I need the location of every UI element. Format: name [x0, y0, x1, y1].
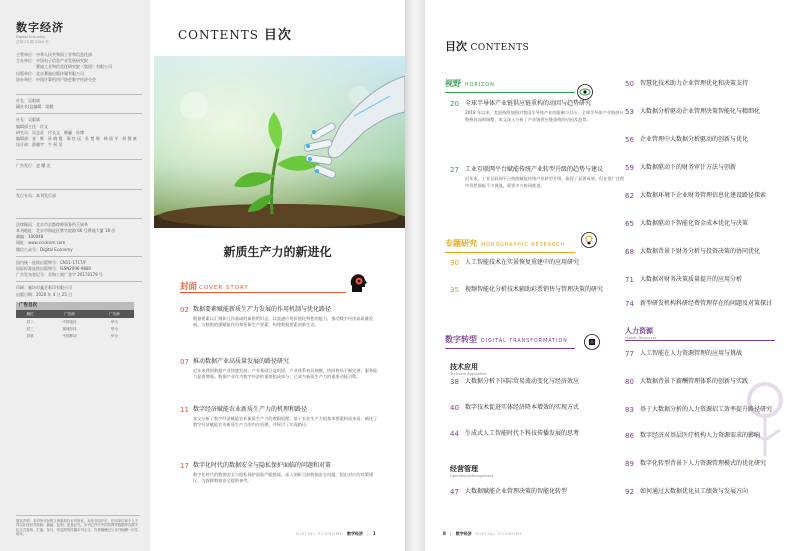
masthead-credit-line: 国内统一连续出版物号：CN11-1717/F	[16, 259, 87, 265]
section-transform-rule	[445, 348, 575, 349]
ad-table-header: 版位	[16, 310, 44, 318]
toc-entry[interactable]	[625, 300, 800, 308]
section-horizon-rule	[445, 92, 575, 93]
ad-table-cell: 华为	[110, 326, 118, 331]
feature-title: 新质生产力的新进化	[223, 245, 332, 259]
toc-entry[interactable]	[625, 164, 800, 172]
entry-page-number: 74	[625, 300, 634, 308]
ad-table-header: 广告商	[44, 310, 94, 318]
entry-page-number: 65	[625, 220, 634, 228]
entry-page-number: 50	[625, 80, 634, 88]
toc-entry[interactable]	[625, 350, 800, 358]
entry-title[interactable]: 数字经济对基层医疗机构人力资源需求的影响	[640, 432, 761, 439]
entry-page-number: 30	[450, 259, 459, 267]
toc-entry[interactable]	[625, 276, 800, 284]
masthead-credit-line: 协办单位：中国计算机用户协会数字经济分会	[16, 76, 96, 82]
section-hr-cn: 人力资源	[625, 327, 653, 335]
toc-entry[interactable]	[625, 136, 800, 144]
entry-page-number: 20	[450, 100, 459, 108]
masthead-credit-line: 社长：吴毅斌	[16, 117, 40, 123]
toc-entry[interactable]	[625, 248, 800, 256]
entry-title[interactable]: 大数据背景下薪酬管理体系的创新与实践	[640, 378, 749, 385]
entry-title[interactable]: 视频智能化分析技术辅助彩票销售与管理决策的研究	[465, 286, 604, 293]
item-title[interactable]: 数字经济赋能农业新质生产力的机理和路径	[193, 406, 308, 413]
entry-title[interactable]: 新型研发机构科研经费管理存在的问题及对策探讨	[640, 300, 773, 307]
ops-en: Operation&Management	[450, 474, 494, 478]
toc-entry[interactable]	[625, 80, 800, 88]
item-page-number: 11	[180, 406, 189, 414]
item-abstract: 数据要素以汇聚和互作基础的新供给形态、以流通应用价值化特性的能力，推动数字经济高质量发展。与数据的强赋能作用和更新生产要素，构建数据要素创新生态。	[193, 316, 374, 328]
entry-title[interactable]: 大数据对财务决策质量提升的应用分析	[640, 276, 743, 283]
item-title[interactable]: 数据要素赋能新质生产力发展的作用机制与优化路径	[193, 306, 332, 313]
toc-entry[interactable]	[450, 166, 625, 189]
entry-page-number: 27	[450, 166, 459, 174]
left-footer: DIGITAL ECONOMY 数字经济 | 1	[296, 531, 376, 536]
subsection-tech-app	[450, 362, 487, 376]
contents-cn: 目次	[263, 28, 292, 43]
contents-en: CONTENTS	[178, 28, 260, 42]
entry-title[interactable]: 工业互联网平台赋能传统产业转型升级的趋势与建议	[465, 166, 604, 173]
cover-story-item[interactable]	[180, 358, 380, 381]
cover-story-en: COVER STORY	[199, 285, 249, 291]
toc-entry[interactable]	[625, 220, 800, 228]
masthead-credit-line: 网址：www.ccidcom.com	[16, 240, 66, 246]
head-gear-icon	[348, 272, 370, 294]
entry-page-number: 38	[450, 378, 459, 386]
entry-title[interactable]: 企业管理中大数据分析驱动的创新与优化	[640, 136, 749, 143]
chip-icon	[584, 334, 600, 350]
entry-title[interactable]: 人工智能在人力资源管理的应用与挑战	[640, 350, 743, 357]
entry-title[interactable]: 人工智能技术在实景恢复重建中的应用研究	[465, 259, 580, 266]
spine-gutter	[405, 0, 425, 551]
section-hr-en: Human Resources	[625, 336, 657, 340]
entry-title[interactable]: 大数据分析下国际贸易流动变化与经济效应	[465, 378, 580, 385]
masthead-sidebar	[0, 0, 150, 551]
ops-cn: 经营管理	[450, 465, 478, 473]
masthead-credit-line: 广告发布登记号：京海工商广登字 20170179 号	[16, 272, 103, 278]
masthead-credit-line: 广告发行：凌 曙 光	[16, 163, 51, 169]
masthead-credit-line: 微信公众号：Digital Economy	[16, 246, 73, 252]
item-page-number: 17	[180, 462, 189, 470]
entry-page-number: 86	[625, 432, 634, 440]
entry-title[interactable]: 数字技术促进实体经济降本增效的实现方式	[465, 404, 580, 411]
section-transform-cn: 数字转型	[445, 335, 477, 344]
cover-story-heading	[180, 280, 249, 292]
cover-story-item[interactable]	[180, 462, 380, 485]
ad-table-row	[16, 333, 134, 340]
cover-story-item[interactable]	[180, 306, 380, 329]
masthead-credit-line: 编辑部主任：许文	[16, 123, 48, 129]
magazine-en-title: Digital Economy	[16, 35, 46, 39]
masthead-credit-line: 法律顾问：北京市京都律师事务所王妍华	[16, 221, 88, 227]
section-hr-rule	[625, 340, 775, 341]
entry-title[interactable]: 大数据驱动下智能化资金成本优化与决策	[640, 220, 749, 227]
section-horizon-en: HORIZON	[465, 83, 495, 88]
tech-app-en: Technical Application	[450, 372, 487, 376]
toc-entry[interactable]	[450, 404, 625, 412]
entry-title[interactable]: 生成式人工智能时代下科技传播发展的思考	[465, 430, 580, 437]
entry-page-number: 89	[625, 460, 634, 468]
item-page-number: 07	[180, 358, 189, 366]
entry-title[interactable]: 智慧化技术助力企业管理优化和决策支持	[640, 80, 749, 87]
section-horizon	[445, 78, 620, 93]
right-contents-en: CONTENTS	[470, 43, 530, 53]
ad-table-cell: 华为	[110, 319, 118, 324]
masthead-credit-line: 研究员：吴志苏 付长文 韩瀛 孙博	[16, 129, 84, 135]
section-monograph-cn: 专题研究	[445, 239, 477, 248]
toc-entry[interactable]	[450, 259, 625, 267]
toc-entry[interactable]	[450, 488, 625, 496]
item-page-number: 02	[180, 306, 189, 314]
item-title[interactable]: 推动数据产业高质量发展的路径研究	[193, 358, 290, 365]
entry-title[interactable]: 基于大数据分析的人力资源招工效率提升路径研究	[640, 406, 773, 413]
masthead-credit-line: 赛迪工业和信息化研究院（集团）有限公司	[16, 64, 112, 70]
entry-title[interactable]: 大数据背景下财务分析与投资决策的协同优化	[640, 248, 761, 255]
entry-page-number: 92	[625, 488, 634, 496]
masthead-credit-line: 出版日期：2020 年 4 月 25 日	[16, 291, 73, 297]
toc-entry[interactable]	[625, 192, 800, 200]
entry-page-number: 47	[450, 488, 459, 496]
entry-page-number: 35	[450, 286, 459, 294]
entry-page-number: 44	[450, 430, 459, 438]
item-abstract: 数字化时代的数据安全与隐私保护面临严峻挑战，深入剖析当前数据安全问题，提出对应的对策建议，为保障数据安全提供参考。	[193, 472, 374, 484]
footer-magazine-label: 数字经济	[347, 531, 363, 536]
cover-story-item[interactable]	[180, 406, 380, 429]
masthead-credit-line: 印刷：廊坊市鑫艺彩印有限公司	[16, 285, 72, 291]
entry-page-number: 68	[625, 248, 634, 256]
entry-title[interactable]: 数字化转型背景下人力资源管理模式的优化研究	[640, 460, 767, 467]
entry-page-number: 77	[625, 350, 634, 358]
entry-page-number: 59	[625, 164, 634, 172]
masthead-credit-line: 国际标准连续出版物号：ISSN2096-9880	[16, 266, 92, 272]
toc-entry[interactable]	[450, 378, 625, 386]
ad-table-cell: 赛迪经纬	[62, 326, 77, 331]
ad-table-cell: 中国移动	[62, 334, 77, 339]
masthead-credit-line: 编辑部：金 辉 孙 晓 霞 郑 红 远 杜 楚 瑞 韩 瑶 平 胡 敬 康	[16, 136, 137, 142]
masthead-credit-line: 本刊地址：北京市海淀区紫竹院路 66 号赛迪大厦 18 层	[16, 228, 116, 234]
ad-table-cell: 华为	[110, 334, 118, 339]
toc-entry[interactable]	[450, 100, 625, 123]
cover-story-cn: 封面	[180, 282, 198, 292]
entry-title[interactable]: 全球半导体产业链供应链重构的动因与趋势研究	[465, 100, 592, 107]
subsection-ops	[450, 464, 493, 478]
robot-hand-plant-image	[154, 56, 405, 228]
right-page-number: 8	[443, 531, 446, 536]
entry-title[interactable]: 大数据分析驱动企业管理决策智能化与精细化	[640, 108, 761, 115]
masthead-credit-line: 主管单位：中华人民共和国工业和信息化部	[16, 52, 92, 57]
section-transform-en: DIGITAL TRANSFORMATION	[481, 339, 568, 344]
copyright-notice: 版权声明：本刊所刊登的文章版权归本刊所有，未经书面许可，任何单位和个人不得以任何形式转载、摘编、复制，违者必究。本刊已许可中国知网等数据库以数字化方式复制、汇编、发行、信息网络传播本刊全文，作者稿酬已与本刊稿酬一次性给付。	[16, 515, 140, 537]
ad-table-cell: 封底	[26, 334, 34, 339]
section-monograph-rule	[445, 252, 575, 253]
right-contents-cn: 目次	[445, 40, 467, 53]
masthead-credit-line: 邮编：100048	[16, 234, 44, 240]
right-footer: 8 | 数字经济 DIGITAL ECONOMY	[443, 531, 523, 536]
entry-title[interactable]: 大数据环境下企业财务管理信息化建设路径探索	[640, 192, 767, 199]
ad-table-header: 广告商	[95, 310, 134, 318]
right-footer-label: 数字经济	[455, 531, 472, 536]
entry-page-number: 56	[625, 136, 634, 144]
toc-entry[interactable]	[450, 286, 625, 294]
entry-title[interactable]: 大数据赋能企业管理决策的智能化转型	[465, 488, 568, 495]
item-abstract: 近年来我国数据产业快速发展，产业基础日益巩固，产业体系初具规模，协同格局不断完善，服务能力显著增强。数据产业作为数字经济的重要组成部分，已成为新质生产力的重要动能引擎。	[193, 368, 378, 380]
ad-table-cell: 中国电信	[62, 319, 77, 324]
eye-icon	[577, 84, 593, 100]
cover-story-rule	[180, 292, 346, 293]
section-hr	[625, 326, 657, 340]
toc-entry[interactable]	[625, 488, 800, 496]
ad-table-row	[16, 325, 134, 332]
masthead-credit-line: 设计部：薛晓宇 牛 柯 菲	[16, 142, 63, 148]
entry-page-number: 71	[625, 276, 634, 284]
magazine-title: 数字经济	[16, 21, 64, 34]
issue-number: 总第 25 期 2020 年	[16, 39, 49, 44]
item-title[interactable]: 数字化时代的数据安全与隐私保护面临的问题和对策	[193, 462, 332, 469]
toc-entry[interactable]	[450, 430, 625, 438]
masthead-credit-line: 副社长/总编辑：梁健	[16, 104, 54, 110]
tech-app-cn: 技术应用	[450, 363, 478, 371]
ad-table-row	[16, 318, 134, 325]
contents-heading	[178, 24, 292, 43]
entry-page-number: 83	[625, 406, 634, 414]
entry-page-number: 80	[625, 378, 634, 386]
ad-table-cell: 封三	[26, 326, 34, 331]
masthead-credit-line: 主办单位：中国电子信息产业发展研究院	[16, 58, 88, 64]
right-contents-heading	[445, 38, 529, 54]
left-contents	[150, 0, 405, 551]
masthead-credit-line: 社长：吴毅斌	[16, 98, 40, 104]
entry-title[interactable]: 大数据驱动下的财务审计方法与创新	[640, 164, 737, 171]
entry-page-number: 40	[450, 404, 459, 412]
masthead-credit-line: 发行专员：本刊发行部	[16, 192, 56, 198]
section-monograph-en: MONOGRAPHIC RESEARCH	[481, 243, 565, 248]
ad-table-cell: 封二	[26, 319, 34, 324]
left-page-number: 1	[372, 531, 376, 536]
ad-index-title: 广告目次	[16, 302, 134, 310]
item-abstract: 本文分析了数字经济赋能农业新质生产力的逻辑机理，基于农业生产力的基本要素构成来看，阐述了数字经济赋能农业新质生产力的内在机理，并探讨了实现路径。	[193, 416, 378, 428]
section-horizon-cn: 视野	[445, 79, 461, 88]
bulb-icon	[581, 232, 597, 248]
entry-abstract: 近年来，工业互联网平台持续赋能传统产业转型升级，取得了显著成效。但在推广过程中仍然面临不少挑战，需要多方协同推进。	[465, 176, 625, 188]
entry-title[interactable]: 如何通过大数据优化员工绩效与发展方向	[640, 488, 749, 495]
toc-entry[interactable]	[625, 460, 800, 468]
ad-index-table	[16, 302, 134, 340]
masthead-credit-line: 出版单位：北京赛迪出版传媒有限公司	[16, 70, 84, 76]
entry-page-number: 53	[625, 108, 634, 116]
toc-entry[interactable]	[625, 108, 800, 116]
right-page	[425, 0, 810, 551]
entry-page-number: 62	[625, 192, 634, 200]
decorative-flower	[730, 360, 800, 460]
entry-abstract: 2018 年以来，美国持续加强对我国半导体产业的限制与打压，全球半导体产业链供应链格局深刻调整，本文深入分析了产业链供应链重构的动因及趋势。	[465, 110, 624, 122]
